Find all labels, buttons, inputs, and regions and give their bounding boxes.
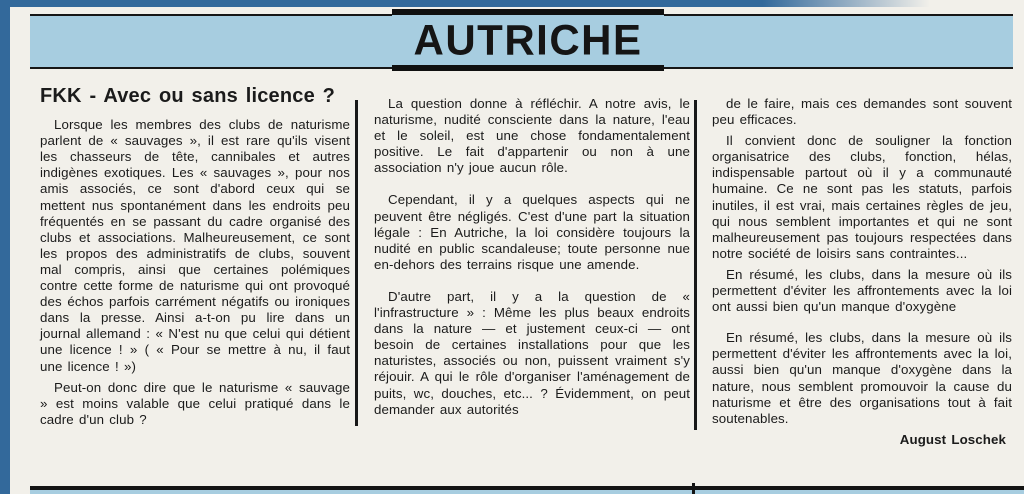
- article-title: FKK - Avec ou sans licence ?: [40, 85, 336, 107]
- page-edge-top: [0, 0, 930, 7]
- article-column-3: [712, 96, 1012, 448]
- article-paragraph: Lorsque les membres des clubs de naturisme parlent de « sauvages », il est rare qu'ils visent les chasseurs de tête, cannibales et autres indigènes exotiques. Les « sauvages », pour nos amis associés, ce sont d'abord ceux qui se mettent nus spontanément dans les endroits peu fréquentés en se passant du cadre organisé des clubs et associations. Malheureusement, ce sont les propos des administratifs de clubs, souvent mal compris, ainsi que certaines polémiques contre cette forme de naturisme qui ont provoqué des échos parfois carrément négatifs ou ironiques dans la presse. Ainsi a-t-on pu lire dans un journal allemand : « N'est nu que celui qui détient une licence ! » ( « Pour se mettre à nu, il faut une licence ! »): [40, 117, 350, 374]
- next-section-band: [30, 490, 1024, 494]
- country-title: AUTRICHE: [413, 15, 643, 64]
- article-column-2: [374, 96, 690, 434]
- column-divider: [694, 100, 697, 430]
- article-paragraph: Peut-on donc dire que le naturisme « sauvage » est moins valable que celui pratiqué dans le cadre d'un club ?: [40, 379, 350, 427]
- article-paragraph: D'autre part, il y a la question de « l'infrastructure » : Même les plus beaux endroits dans la nature — et justement ceux-ci — ont besoin de certaines installations pour que les naturistes, associés ou non, puissent vraiment s'y réjouir. A qui le rôle d'organiser l'aménagement de puits, wc, douches, etc... ? Évidemment, on peut demander aux autorités: [374, 288, 690, 417]
- article-paragraph: La question donne à réfléchir. A notre avis, le naturisme, nudité consciente dans la nature, l'eau et le soleil, est une chose fondamentalement positive. Le fait d'appartenir ou non à une association n'y joue aucun rôle.: [374, 96, 690, 176]
- page-edge-left: [0, 0, 10, 494]
- article-paragraph: En résumé, les clubs, dans la mesure où ils permettent d'éviter les affrontements avec la loi, aussi bien qu'un manque d'oxygène dans la nature, nous semblent promouvoir la cause du naturisme et être des organisations tout à fait soutenables.: [712, 330, 1012, 426]
- column-divider: [355, 100, 358, 426]
- article-paragraph: En résumé, les clubs, dans la mesure où ils permettent d'éviter les affrontements avec la loi ont aussi bien qu'un manque d'oxygène: [712, 266, 1012, 315]
- country-title-box: [392, 9, 664, 71]
- article-byline: August Loschek: [899, 431, 1006, 447]
- article-paragraph: Il convient donc de souligner la fonction organisatrice des clubs, fonction, hélas, indispensable partout où il y a communauté humaine. Ce ne sont pas les statuts, parfois inutiles, il est vrai, mais certaines règles de jeu, qui nous semblent importantes et qui ne sont malheureusement pas toujours respectées dans notre société de loisirs sans contraintes...: [712, 133, 1012, 261]
- article-paragraph: Cependant, il y a quelques aspects qui ne peuvent être négligés. C'est d'une part la situation légale : En Autriche, la loi considère toujours la nudité en public scandaleuse; toute personne nue en-dehors des terrains risque une amende.: [374, 192, 690, 272]
- article-paragraph: de le faire, mais ces demandes sont souvent peu efficaces.: [712, 96, 1012, 128]
- article-column-1: [40, 85, 350, 433]
- next-section-divider-tick: [692, 483, 695, 494]
